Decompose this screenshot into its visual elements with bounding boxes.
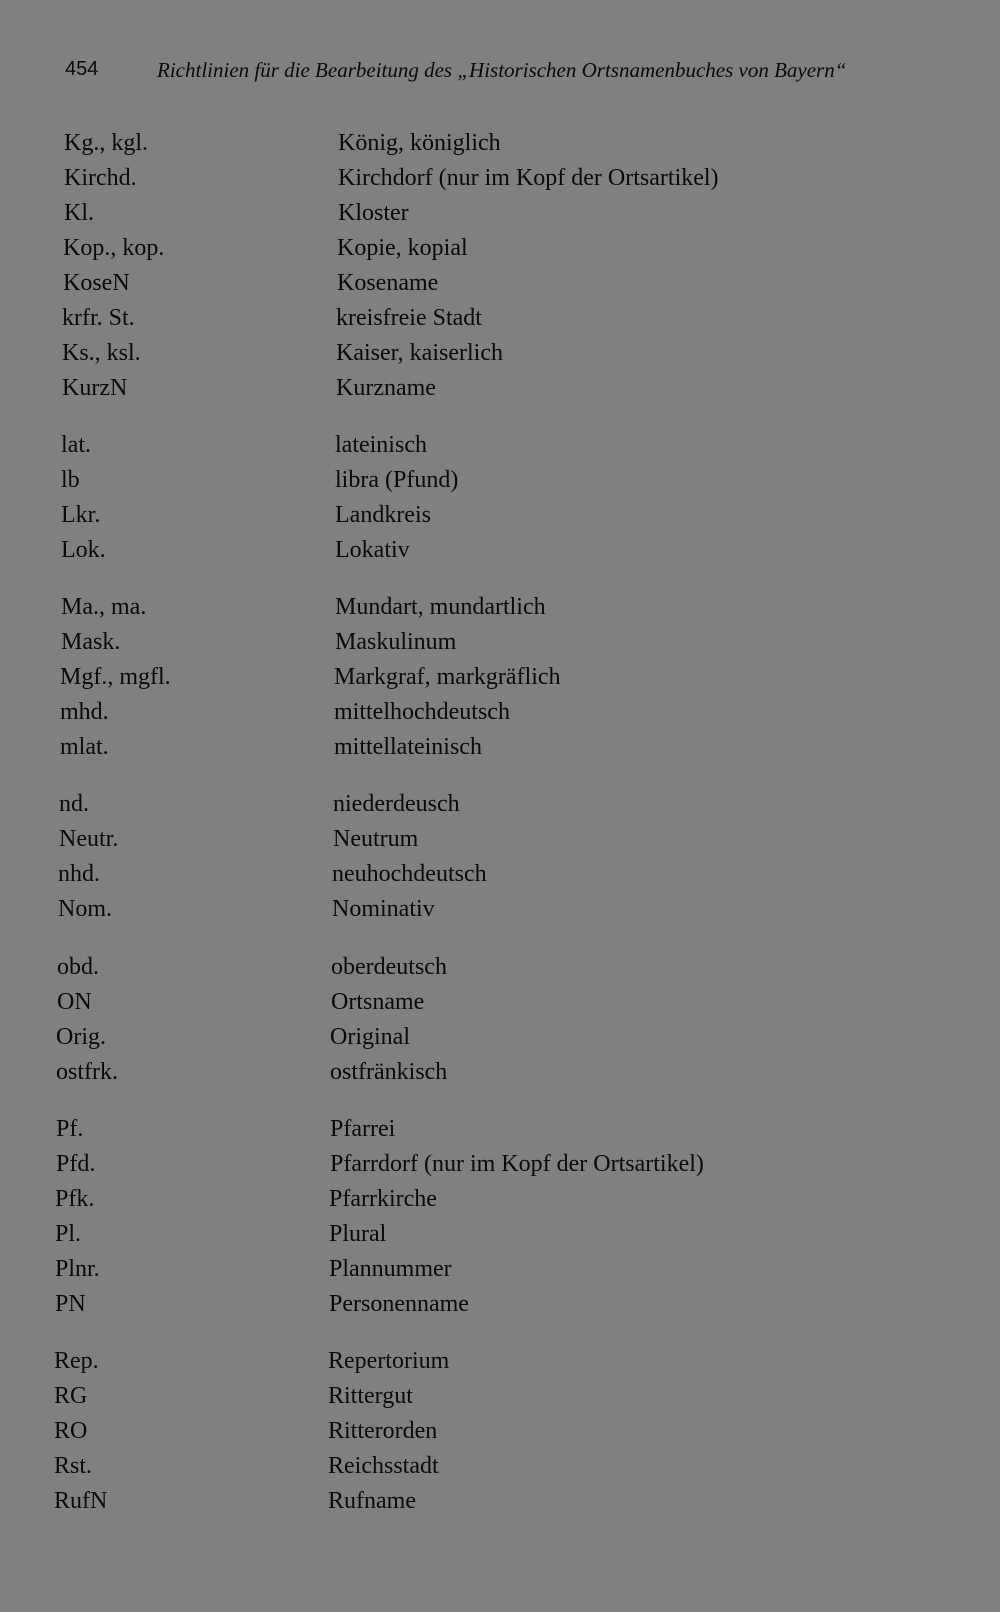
abbreviation-entry (56, 1112, 856, 1146)
abbreviation-meaning: lateinisch (335, 432, 427, 458)
abbreviation: Pf. (56, 1116, 84, 1142)
abbreviation: Mgf., mgfl. (60, 664, 171, 690)
abbreviation: RufN (54, 1488, 108, 1514)
abbreviation-meaning: Plannummer (329, 1256, 452, 1282)
abbreviation: lat. (61, 432, 91, 458)
abbreviation-entry (64, 196, 864, 230)
abbreviation-meaning: libra (Pfund) (335, 467, 459, 493)
abbreviation-entry (54, 1414, 854, 1448)
abbreviation-entry (59, 787, 859, 821)
abbreviation-entry (55, 1287, 855, 1321)
abbreviation-entry (55, 1217, 855, 1251)
abbreviation: mlat. (60, 734, 109, 760)
abbreviation: Lok. (61, 537, 106, 563)
abbreviation-entry (60, 660, 860, 694)
abbreviation: Nom. (58, 896, 112, 922)
abbreviation: Orig. (56, 1024, 106, 1050)
abbreviation-entry (63, 266, 863, 300)
abbreviation-entry (54, 1379, 854, 1413)
abbreviation: RO (54, 1418, 88, 1444)
abbreviation: obd. (57, 954, 99, 980)
abbreviation-entry (54, 1344, 854, 1378)
abbreviation-meaning: Kopie, kopial (337, 235, 468, 261)
abbreviation: ON (57, 989, 92, 1015)
abbreviation-entry (61, 428, 861, 462)
abbreviation: krfr. St. (62, 305, 135, 331)
abbreviation-meaning: Kaiser, kaiserlich (336, 340, 503, 366)
abbreviation-meaning: Pfarrkirche (329, 1186, 437, 1212)
abbreviation-meaning: Kosename (337, 270, 439, 296)
abbreviation-meaning: Landkreis (335, 502, 431, 528)
abbreviation-meaning: Pfarrei (330, 1116, 396, 1142)
abbreviation-entry (56, 1020, 856, 1054)
abbreviation-meaning: niederdeusch (333, 791, 460, 817)
abbreviation-entry (61, 590, 861, 624)
abbreviation-entry (54, 1484, 854, 1518)
abbreviation-meaning: Plural (329, 1221, 387, 1247)
abbreviation: Rst. (54, 1453, 93, 1479)
abbreviation-entry (54, 1449, 854, 1483)
abbreviation-meaning: Markgraf, markgräflich (334, 664, 561, 690)
abbreviation: Kop., kop. (63, 235, 165, 261)
abbreviation: Kirchd. (64, 165, 137, 191)
abbreviation-meaning: Rufname (328, 1488, 416, 1514)
abbreviation-meaning: Mundart, mundartlich (335, 594, 546, 620)
abbreviation: Pfk. (55, 1186, 95, 1212)
abbreviation: nd. (59, 791, 89, 817)
abbreviation-meaning: Nominativ (332, 896, 435, 922)
page-number: 454 (65, 58, 99, 80)
abbreviation: KoseN (63, 270, 130, 296)
abbreviation-meaning: Repertorium (328, 1348, 450, 1374)
abbreviation-entry (55, 1182, 855, 1216)
abbreviation-meaning: kreisfreie Stadt (336, 305, 482, 331)
abbreviation-entry (64, 126, 864, 160)
abbreviation-entry (64, 161, 864, 195)
abbreviation: RG (54, 1383, 88, 1409)
abbreviation-meaning: Kurzname (336, 375, 436, 401)
abbreviation-entry (61, 463, 861, 497)
abbreviation-meaning: Pfarrdorf (nur im Kopf der Ortsartikel) (330, 1151, 704, 1177)
abbreviation-meaning: Lokativ (335, 537, 410, 563)
abbreviation-entry (61, 533, 861, 567)
abbreviation: mhd. (60, 699, 109, 725)
abbreviation: Kl. (64, 200, 94, 226)
abbreviation: Ks., ksl. (62, 340, 141, 366)
abbreviation: Plnr. (55, 1256, 100, 1282)
abbreviation-meaning: Ritterorden (328, 1418, 438, 1444)
abbreviation-meaning: ostfränkisch (330, 1059, 448, 1085)
abbreviation-meaning: Reichsstadt (328, 1453, 439, 1479)
abbreviation-entry (60, 730, 860, 764)
abbreviation: KurzN (62, 375, 128, 401)
abbreviation-meaning: Neutrum (333, 826, 419, 852)
abbreviation-meaning: Kloster (338, 200, 409, 226)
abbreviation-meaning: mittellateinisch (334, 734, 482, 760)
abbreviation-entry (62, 301, 862, 335)
abbreviation-meaning: Maskulinum (335, 629, 457, 655)
abbreviation-entry (61, 625, 861, 659)
abbreviation-meaning: neuhochdeutsch (332, 861, 487, 887)
abbreviation-meaning: Kirchdorf (nur im Kopf der Ortsartikel) (338, 165, 719, 191)
abbreviation-entry (60, 695, 860, 729)
abbreviation-entry (57, 950, 857, 984)
abbreviation-entry (58, 892, 858, 926)
abbreviation-entry (58, 857, 858, 891)
abbreviation-entry (61, 498, 861, 532)
abbreviation: Mask. (61, 629, 121, 655)
abbreviation: Neutr. (59, 826, 119, 852)
abbreviation: Rep. (54, 1348, 99, 1374)
abbreviation: Pfd. (56, 1151, 96, 1177)
abbreviation-meaning: König, königlich (338, 130, 501, 156)
abbreviation: Ma., ma. (61, 594, 147, 620)
abbreviation-entry (57, 985, 857, 1019)
abbreviation-entry (59, 822, 859, 856)
abbreviation-meaning: Original (330, 1024, 410, 1050)
running-title: Richtlinien für die Bearbeitung des „Historischen Ortsnamenbuches von Bayern“ (157, 58, 847, 82)
abbreviation-entry (55, 1252, 855, 1286)
abbreviation-meaning: Personenname (329, 1291, 469, 1317)
abbreviation-entry (62, 336, 862, 370)
abbreviation-entry (63, 231, 863, 265)
abbreviation-entry (56, 1055, 856, 1089)
abbreviation-entry (56, 1147, 856, 1181)
abbreviation: Lkr. (61, 502, 101, 528)
abbreviation: lb (61, 467, 80, 493)
abbreviation: Pl. (55, 1221, 82, 1247)
abbreviation: nhd. (58, 861, 100, 887)
abbreviation: ostfrk. (56, 1059, 118, 1085)
abbreviation-meaning: mittelhochdeutsch (334, 699, 510, 725)
abbreviation-meaning: Ortsname (331, 989, 425, 1015)
abbreviation-meaning: oberdeutsch (331, 954, 447, 980)
abbreviation: Kg., kgl. (64, 130, 148, 156)
abbreviation-meaning: Rittergut (328, 1383, 413, 1409)
abbreviation: PN (55, 1291, 86, 1317)
abbreviation-entry (62, 371, 862, 405)
